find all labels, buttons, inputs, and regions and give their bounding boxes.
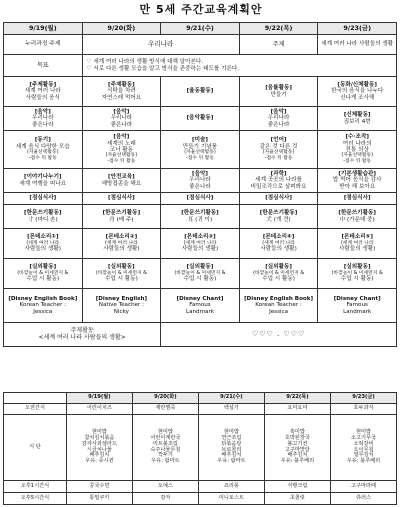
schedule-cell — [4, 229, 83, 259]
footer-row — [4, 323, 397, 347]
schedule-cell — [318, 193, 397, 205]
schedule-cell — [239, 229, 318, 259]
menu-item: 고구마맛탕 — [284, 446, 310, 453]
menu-item: 소떡갈비 — [353, 440, 374, 447]
schedule-cell — [161, 131, 240, 169]
activity-detail: 우리나라 — [267, 115, 290, 122]
activity-title: [주제활동] — [108, 81, 135, 88]
activity-detail: -접수 뒤 활동 — [343, 159, 372, 165]
schedule-cell — [239, 193, 318, 205]
activity-detail: Korean Teacher : — [19, 302, 67, 309]
menu-cell — [132, 404, 198, 415]
menu-cell — [198, 404, 264, 415]
day-header: 9/19(월) — [4, 23, 83, 35]
activity-title: [Disney English] — [95, 295, 148, 302]
menu-item: 숙주나물무침 — [150, 446, 181, 453]
menu-item: 우유: 쥬시퀸 — [85, 458, 114, 465]
schedule-row — [4, 131, 397, 169]
schedule-cell — [82, 131, 161, 169]
activity-detail: (자율선택활동) — [105, 153, 138, 159]
schedule-cell — [161, 193, 240, 205]
menu-row-label: 오후1시간식 — [4, 481, 67, 493]
schedule-cell — [82, 205, 161, 229]
menu-item: 어린이계란국 — [150, 434, 181, 441]
menu-item: 콩국수면 — [89, 482, 110, 489]
menu-header-row — [4, 393, 397, 404]
menu-item: 오예스 — [157, 482, 173, 489]
menu-row-label: 오후5시간식 — [4, 493, 67, 505]
activity-title: [신체활동] — [343, 112, 371, 119]
activity-detail: 코너 활동 — [109, 146, 134, 153]
menu-cell — [330, 404, 396, 415]
menu-item: 우유: 팜마트 — [217, 458, 246, 465]
theme-label: 주제 — [239, 35, 318, 55]
schedule-cell — [318, 259, 397, 289]
activity-title: [Disney Chant] — [333, 295, 381, 302]
menu-item: 현미밥 — [91, 428, 107, 435]
activity-title: [미술] — [192, 137, 208, 144]
menu-item: 우유: 블루베리 — [280, 458, 315, 465]
activity-detail: (자율선택활동) — [184, 150, 216, 156]
activity-title: [율동활동] — [186, 88, 214, 95]
activity-detail: 사람들의 생활) — [24, 246, 61, 253]
activity-detail: 밥 먹어 음식을 감사 — [332, 177, 382, 184]
activity-detail: 사람들의 생활) — [338, 246, 376, 253]
activity-detail: -접수 뒤 활동 — [107, 159, 136, 165]
activity-title: [실외활동] — [108, 264, 135, 271]
activity-title: [음악] — [270, 108, 287, 115]
activity-detail: (세계 여러 나라 — [183, 240, 217, 246]
activity-detail: 만들기 — [270, 91, 287, 98]
activity-detail: 수업 시 활동) — [340, 276, 374, 283]
menu-item: 식빵크림 — [287, 482, 308, 489]
curriculum-label: 누리과정 주제 — [4, 35, 83, 55]
schedule-cell — [239, 107, 318, 131]
activity-title: [한문쓰기활동] — [338, 210, 376, 217]
menu-cell — [330, 493, 396, 505]
menu-item: 감자사과샐러드 — [81, 440, 117, 447]
activity-detail: 犬 (개 견) — [266, 216, 291, 223]
schedule-cell — [4, 107, 83, 131]
schedule-cell — [239, 131, 318, 169]
activity-detail: 사람들의 생활) — [260, 246, 297, 253]
activity-detail: (세계 여러 나라 — [105, 240, 138, 246]
menu-item: 참치김치볶음 — [84, 434, 115, 441]
activity-title: [음악] — [192, 170, 208, 177]
schedule-row — [4, 77, 397, 107]
activity-detail: 사람들의 생활) — [103, 246, 140, 253]
menu-item: 호두과자 — [353, 405, 374, 412]
day-header: 9/19(월) — [66, 393, 132, 404]
activity-title: [기본생활습관] — [338, 170, 376, 177]
schedule-cell — [239, 169, 318, 193]
activity-detail: 받아 해 보아요 — [339, 183, 376, 190]
menu-item: 고구마라떼 — [350, 482, 376, 489]
schedule-cell — [161, 107, 240, 131]
activity-detail: -접수 뒤 활동 — [28, 155, 57, 161]
schedule-row — [4, 289, 397, 323]
menu-item: 현미밥 — [157, 428, 173, 435]
activity-title: [몬테소리⑤] — [341, 234, 373, 241]
activity-detail: 우리나라 — [110, 115, 133, 122]
activity-detail: (바깥놀이 & 미세먼지 & — [331, 270, 383, 276]
activity-detail: 같은 것 다른 것 — [259, 143, 298, 150]
activity-detail: 자연스레 먹어요 — [101, 94, 142, 101]
menu-item: 츄러스 — [355, 494, 371, 501]
schedule-cell — [4, 289, 83, 323]
goal-line-1: ♡ 세계 여러 나라의 생활 방식에 대해 알아본다. — [86, 59, 204, 66]
menu-item: 죠리퐁 — [223, 482, 239, 489]
day-header: 9/21(수) — [161, 23, 240, 35]
menu-item: 배추김치 — [89, 452, 110, 459]
menu-cell — [264, 404, 330, 415]
menu-row — [4, 415, 397, 481]
schedule-row — [4, 259, 397, 289]
menu-item: 미니토스트 — [218, 494, 244, 501]
menu-cell — [132, 493, 198, 505]
activity-detail: -접수 뒤 활동 — [264, 155, 293, 161]
day-header: 9/22(목) — [239, 23, 318, 35]
curriculum-row — [4, 35, 397, 55]
activity-detail: 만들기 기념품 — [182, 143, 218, 150]
menu-row-label: 식 단 — [4, 415, 67, 481]
schedule-cell — [4, 193, 83, 205]
schedule-cell — [82, 77, 161, 107]
menu-item: 어린이치즈 — [86, 405, 112, 412]
activity-detail: 수업 시 활동) — [183, 276, 217, 283]
schedule-body — [4, 77, 397, 323]
activity-title: [실외활동] — [186, 264, 214, 271]
goal-row — [4, 55, 397, 77]
schedule-cell — [239, 289, 318, 323]
activity-detail: Native Teacher : — [98, 302, 145, 309]
activity-title: [몬테소리②] — [105, 234, 138, 241]
activity-detail: 좋은나라 — [189, 183, 211, 190]
day-header: 9/20(화) — [82, 23, 161, 35]
menu-item: 우유: 팜마트 — [151, 458, 180, 465]
schedule-cell — [318, 107, 397, 131]
activity-title: [주제활동] — [29, 81, 57, 88]
activity-detail: Landmark — [185, 308, 215, 315]
activity-title: [실외활동] — [29, 264, 57, 271]
schedule-cell — [161, 169, 240, 193]
activity-title: [한문쓰기활동] — [181, 210, 219, 217]
activity-detail: 세계 곳곳의 나라를 — [255, 177, 302, 184]
activity-title: [실외활동] — [265, 264, 292, 271]
schedule-cell — [318, 289, 397, 323]
activity-title: [점심식사] — [186, 195, 214, 202]
menu-row-label: 오전간식 — [4, 404, 67, 415]
activity-detail: 좋은나라 — [31, 121, 54, 128]
menu-corner — [4, 393, 67, 404]
page-title: 만 5세 주간교육계획안 — [139, 3, 263, 16]
menu-cell — [66, 481, 132, 493]
schedule-cell — [4, 77, 83, 107]
schedule-cell — [318, 169, 397, 193]
schedule-cell — [161, 259, 240, 289]
menu-item: 현미밥 — [355, 428, 371, 435]
activity-title: [점심식사] — [265, 195, 292, 202]
activity-detail: 세계 여러 나라 — [24, 88, 61, 95]
menu-item: 오이무침 — [353, 446, 374, 453]
menu-item: 흑미밥 — [289, 428, 305, 435]
schedule-cell — [82, 107, 161, 131]
footer-theme-title: 주제활동 — [70, 326, 94, 334]
schedule-cell — [4, 169, 83, 193]
activity-detail: 中 (가운데 중) — [339, 216, 375, 223]
schedule-cell — [318, 229, 397, 259]
menu-cell — [198, 493, 264, 505]
day-header: 9/20(화) — [132, 393, 198, 404]
menu-item: 계란찜죽 — [155, 405, 176, 412]
activity-detail: 수업 시 활동) — [262, 276, 295, 283]
menu-table — [3, 392, 397, 505]
goal-cell — [82, 55, 396, 77]
activity-detail: (바깥놀이 & 미세먼지 & — [253, 270, 305, 276]
activity-detail: 짐보리 4번 — [343, 118, 371, 125]
activity-detail: Landmark — [343, 308, 372, 315]
activity-detail: 수업 시 활동) — [105, 276, 138, 283]
schedule-cell — [82, 259, 161, 289]
menu-item: 통밀쿠키 — [89, 494, 110, 501]
activity-detail: 耳 (귀 이) — [187, 216, 213, 223]
schedule-cell — [161, 229, 240, 259]
schedule-cell — [161, 77, 240, 107]
menu-item: 초콜릿 — [289, 494, 305, 501]
activity-detail: 사람들의 음식 — [25, 94, 60, 101]
schedule-cell — [4, 131, 83, 169]
activity-detail: Jessica — [269, 308, 289, 315]
activity-title: [한문쓰기활동] — [24, 210, 62, 217]
schedule-cell — [82, 169, 161, 193]
activity-detail: 예방접종을 해요 — [101, 180, 142, 187]
goal-line-2: ♡ 서로 다른 생활 모습을 알고 방식을 존중하는 태도를 기른다. — [86, 65, 240, 72]
schedule-row — [4, 229, 397, 259]
menu-body — [4, 404, 397, 505]
menu-cell — [132, 415, 198, 481]
activity-title: [몬테소리①] — [27, 234, 59, 241]
activity-detail: (바깥놀이 & 미세먼지 & — [95, 270, 147, 276]
activity-title: [Disney Chant] — [176, 295, 224, 302]
activity-detail: 세계의 노래 — [106, 140, 136, 147]
activity-detail: 비밀조각으로 살펴봐요 — [250, 183, 307, 190]
activity-title: [과학] — [270, 170, 287, 177]
activity-detail: Jessica — [33, 308, 53, 315]
menu-cell — [330, 415, 396, 481]
menu-row — [4, 493, 397, 505]
menu-cell — [198, 481, 264, 493]
activity-detail: 舟 (배 주) — [109, 216, 134, 223]
schedule-row — [4, 193, 397, 205]
activity-title: [음악] — [34, 108, 51, 115]
activity-title: [동기] — [34, 137, 51, 144]
activity-detail: (자율선택활동) — [27, 150, 59, 156]
activity-title: [Disney English Book] — [244, 295, 314, 302]
activity-detail: 세계 여행을 떠나요 — [19, 180, 67, 187]
activity-title: [음악] — [113, 108, 130, 115]
activity-title: [음악] — [113, 134, 130, 141]
activity-detail: 수업 시 활동) — [26, 276, 60, 283]
schedule-cell — [239, 205, 318, 229]
day-header: 9/22(목) — [264, 393, 330, 404]
schedule-row — [4, 169, 397, 193]
activity-title: [점심식사] — [108, 195, 135, 202]
activity-detail: (바깥놀이 & 미세먼지 & — [17, 270, 69, 276]
menu-cell — [330, 481, 396, 493]
activity-title: [점심식사] — [29, 195, 57, 202]
activity-title: [실외활동] — [343, 264, 371, 271]
day-header-row — [4, 23, 397, 35]
menu-item: 호박된장국 — [284, 434, 310, 441]
menu-row — [4, 481, 397, 493]
activity-detail: (자율선택활동) — [262, 150, 295, 156]
schedule-row — [4, 107, 397, 131]
schedule-cell — [318, 131, 397, 169]
activity-title: [안전교육] — [108, 174, 135, 181]
menu-item: 현미밥 — [223, 428, 239, 435]
activity-detail: (세계 여러 나라 — [262, 240, 295, 246]
menu-cell — [264, 493, 330, 505]
schedule-cell — [161, 289, 240, 323]
activity-detail: (세계 여러 나라 — [26, 240, 60, 246]
activity-detail: Famous — [346, 302, 368, 309]
activity-title: [한문쓰기활동] — [259, 210, 298, 217]
activity-detail: 세계 음식 다양한 모습 — [15, 143, 70, 150]
menu-item: 시금치나물 — [86, 446, 112, 453]
activity-detail: 여러 나라의 — [342, 140, 372, 147]
activity-title: [음악활동] — [186, 115, 214, 122]
menu-cell — [132, 481, 198, 493]
activity-detail: (바깥놀이 & 미세먼지 & — [174, 270, 226, 276]
menu-item: 브로콜리 — [221, 446, 242, 453]
menu-item: 불고기전 — [287, 440, 308, 447]
activity-detail: -접수 뒤 활동 — [186, 155, 214, 161]
menu-item: 열무김치 — [353, 452, 374, 459]
theme-value: 세계 여러 나라 사람들의 생활 — [318, 35, 397, 55]
activity-detail: 식탁을 차려 — [106, 88, 136, 95]
menu-cell — [66, 415, 132, 481]
goal-label: 목표 — [4, 55, 83, 77]
activity-title: [점심식사] — [343, 195, 371, 202]
activity-detail: 우리나라 — [31, 115, 54, 122]
weekly-plan-table — [3, 22, 397, 347]
menu-item: 미트볼조림 — [152, 440, 178, 447]
activity-title: [한문쓰기활동] — [102, 210, 141, 217]
schedule-cell — [318, 205, 397, 229]
schedule-cell — [239, 259, 318, 289]
footer-theme-cell — [4, 323, 161, 347]
activity-title: [동화/신체활동] — [337, 81, 377, 88]
activity-detail: Korean Teacher : — [255, 302, 302, 309]
menu-cell — [264, 481, 330, 493]
activity-title: [언어] — [270, 137, 287, 144]
activity-detail: (자율선택활동) — [341, 153, 373, 159]
menu-item: 소고기무국 — [350, 434, 376, 441]
activity-title: [Disney English Book] — [8, 295, 78, 302]
schedule-row — [4, 205, 397, 229]
schedule-cell — [82, 193, 161, 205]
curriculum-value: 우리나라 — [82, 35, 239, 55]
menu-item: 백설기 — [223, 405, 239, 412]
footer-notes: ♡♡♡ . ♡♡♡ — [161, 323, 397, 347]
menu-item: 우유: 블루베리 — [346, 458, 381, 465]
menu-cell — [66, 404, 132, 415]
activity-detail: Famous — [189, 302, 211, 309]
activity-detail: 전통 의상 — [345, 146, 369, 153]
activity-detail: 좋은나라 — [110, 121, 133, 128]
activity-detail: 좋은나라 — [267, 121, 290, 128]
schedule-cell — [82, 229, 161, 259]
menu-cell — [66, 493, 132, 505]
day-header: 9/23(금) — [330, 393, 396, 404]
menu-item: 감자 — [160, 494, 171, 501]
menu-row — [4, 404, 397, 415]
activity-detail: 우리나라 — [189, 177, 211, 184]
activity-title: [몬테소리④] — [262, 234, 295, 241]
activity-detail: Nicky — [113, 308, 129, 315]
activity-title: [몬테소리③] — [184, 234, 216, 241]
day-header: 9/21(수) — [198, 393, 264, 404]
schedule-cell — [161, 205, 240, 229]
activity-detail: 寸 (마디 촌) — [27, 216, 58, 223]
schedule-cell — [4, 205, 83, 229]
schedule-cell — [82, 289, 161, 323]
activity-detail: 사람들의 생활) — [181, 246, 219, 253]
schedule-cell — [318, 77, 397, 107]
activity-title: [음률활동] — [265, 85, 292, 92]
menu-item: 요미요미 — [287, 405, 308, 412]
footer-theme-text: <세계 여러 나라 사람들의 생활> — [38, 333, 126, 341]
schedule-cell — [239, 77, 318, 107]
menu-item: 깍두기 — [157, 452, 173, 459]
menu-item: 닭볶음탕 — [221, 440, 242, 447]
menu-cell — [264, 415, 330, 481]
day-header: 9/23(금) — [318, 23, 397, 35]
menu-item: 연근조림 — [221, 434, 242, 441]
activity-title: [수·조작] — [345, 134, 369, 141]
schedule-cell — [4, 259, 83, 289]
activity-detail: (세계 여러 나라 — [340, 240, 374, 246]
activity-detail: 한국의 음식을 나누다 — [331, 88, 384, 95]
activity-title: [이야기나누기] — [24, 174, 62, 181]
menu-item: 배추김치 — [287, 452, 308, 459]
activity-detail: 신나게 조사해 — [340, 94, 375, 101]
menu-cell — [198, 415, 264, 481]
menu-item: 배추김치 — [221, 452, 242, 459]
